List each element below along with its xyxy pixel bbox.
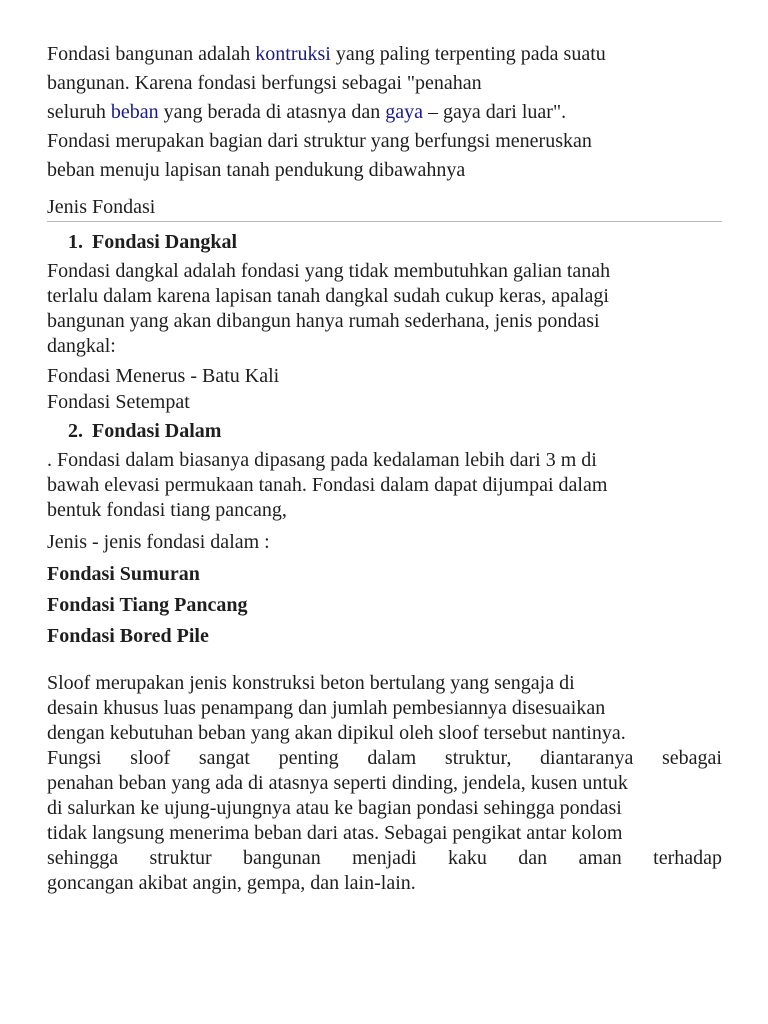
link-beban[interactable]: beban xyxy=(110,101,159,123)
document-page xyxy=(47,40,722,896)
shallow-line: dangkal: xyxy=(47,335,116,357)
sloof-line: Sloof merupakan jenis konstruksi beton bertulang yang sengaja di xyxy=(47,672,575,694)
deep-paragraph xyxy=(47,448,722,523)
intro-line-3 xyxy=(47,98,722,127)
section-title: Jenis Fondasi xyxy=(47,196,156,218)
intro-text: yang berada di atasnya dan xyxy=(158,101,386,123)
heading-shallow-foundation xyxy=(47,226,722,258)
intro-text: – gaya dari luar". xyxy=(423,101,567,123)
heading-text: Fondasi Dalam xyxy=(92,420,222,442)
intro-text: Fondasi bangunan adalah xyxy=(47,43,256,65)
deep-type-item: Fondasi Bored Pile xyxy=(47,625,209,647)
shallow-paragraph xyxy=(47,259,722,359)
shallow-line: Fondasi dangkal adalah fondasi yang tidak membutuhkan galian tanah xyxy=(47,260,611,282)
intro-paragraph xyxy=(47,40,722,185)
intro-line-1 xyxy=(47,40,722,69)
shallow-type-item: Fondasi Setempat xyxy=(47,391,190,413)
deep-line: bawah elevasi permukaan tanah. Fondasi dalam dapat dijumpai dalam xyxy=(47,474,608,496)
sloof-line: di salurkan ke ujung-ujungnya atau ke bagian pondasi sehingga pondasi xyxy=(47,797,622,819)
shallow-types-list xyxy=(47,363,722,415)
shallow-line: bangunan yang akan dibangun hanya rumah sederhana, jenis pondasi xyxy=(47,310,600,332)
heading-deep-foundation xyxy=(47,415,722,447)
intro-text: seluruh xyxy=(47,101,111,123)
intro-line-4: Fondasi merupakan bagian dari struktur yang berfungsi meneruskan xyxy=(47,130,592,152)
link-kontruksi[interactable]: kontruksi xyxy=(255,43,331,65)
sloof-line: dengan kebutuhan beban yang akan dipikul oleh sloof tersebut nantinya. xyxy=(47,722,626,744)
deep-types-list xyxy=(47,559,722,652)
deep-types-label: Jenis - jenis fondasi dalam : xyxy=(47,531,270,553)
shallow-line: terlalu dalam karena lapisan tanah dangkal sudah cukup keras, apalagi xyxy=(47,285,609,307)
sloof-line: goncangan akibat angin, gempa, dan lain-lain. xyxy=(47,872,416,894)
heading-text: Fondasi Dangkal xyxy=(92,231,238,253)
sloof-line: penahan beban yang ada di atasnya seperti dinding, jendela, kusen untuk xyxy=(47,772,628,794)
sloof-line: tidak langsung menerima beban dari atas. Sebagai pengikat antar kolom xyxy=(47,822,623,844)
heading-number: 2. xyxy=(68,420,83,442)
section-divider xyxy=(47,221,722,222)
sloof-line: desain khusus luas penampang dan jumlah pembesiannya disesuaikan xyxy=(47,697,606,719)
intro-line-2: bangunan. Karena fondasi berfungsi sebagai "penahan xyxy=(47,72,482,94)
heading-number: 1. xyxy=(68,231,83,253)
link-gaya[interactable]: gaya xyxy=(385,101,423,123)
intro-line-5: beban menuju lapisan tanah pendukung dibawahnya xyxy=(47,159,466,181)
deep-line: bentuk fondasi tiang pancang, xyxy=(47,499,287,521)
deep-type-item: Fondasi Tiang Pancang xyxy=(47,594,248,616)
intro-text: yang paling terpenting pada suatu xyxy=(330,43,606,65)
deep-type-item: Fondasi Sumuran xyxy=(47,563,200,585)
deep-line: . Fondasi dalam biasanya dipasang pada kedalaman lebih dari 3 m di xyxy=(47,449,597,471)
shallow-type-item: Fondasi Menerus - Batu Kali xyxy=(47,365,280,387)
sloof-paragraph xyxy=(47,671,722,896)
sloof-line: sehingga struktur bangunan menjadi kaku dan aman terhadap xyxy=(47,847,722,869)
sloof-line: Fungsi sloof sangat penting dalam struktur, diantaranya sebagai xyxy=(47,747,722,769)
